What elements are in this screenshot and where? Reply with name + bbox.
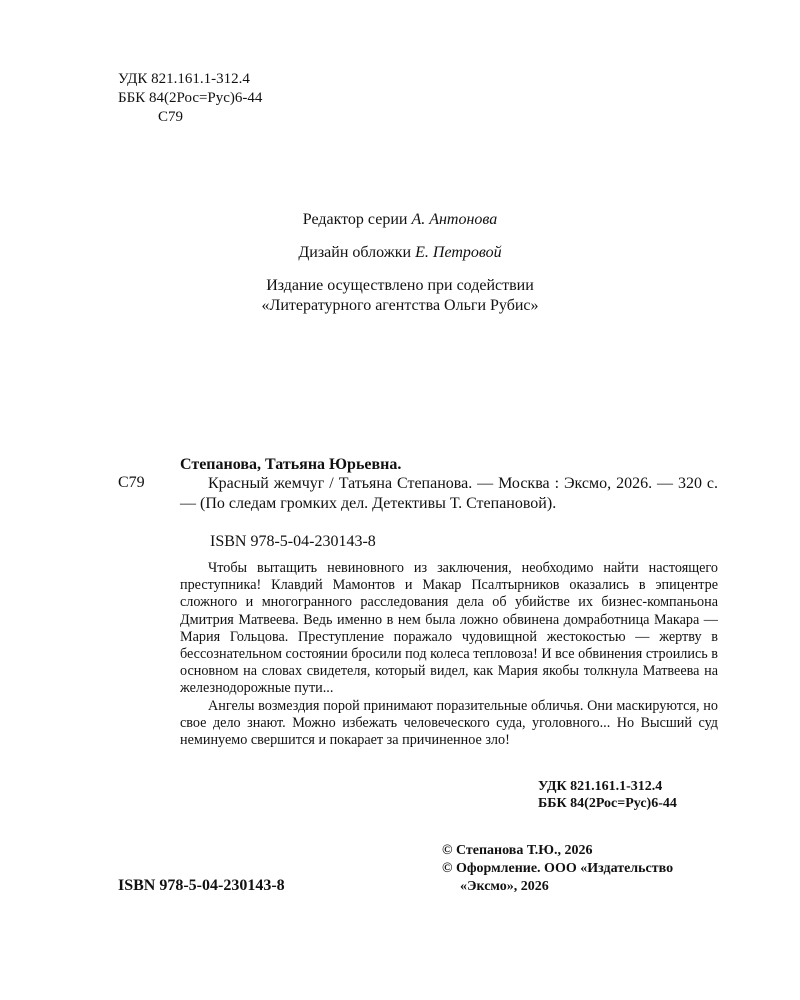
isbn-inline: ISBN 978-5-04-230143-8 bbox=[210, 533, 376, 550]
annotation-paragraph-1: Чтобы вытащить невиновного из заключения, необходимо найти настоящего преступника! Клавдий Мамонтов и Макар Псалтырников оказались в эпицентре сложного и многогранного расследования дела об убийстве их бизнес-компаньона Дмитрия Матвеева. Ведь именно в нем была ложно обвинена домработница Макара — Мария Гольцова. Преступление поражало чудовищной жестокостью — жертву в бессознательном состоянии бросили под колеса тепловоза! И все обвинения строились в основном на словах свидетеля, который видел, как Мария якобы толкнула Матвеева на железнодорожные пути... bbox=[180, 560, 718, 697]
copyright-design: © Оформление. ООО «Издательство bbox=[442, 861, 674, 876]
annotation bbox=[180, 560, 718, 749]
udk-code-right: УДК 821.161.1-312.4 bbox=[538, 779, 663, 794]
series-editor-name: А. Антонова bbox=[411, 211, 498, 228]
cover-designer bbox=[0, 244, 800, 262]
classification-codes bbox=[118, 70, 262, 127]
classification-codes-right bbox=[538, 778, 677, 812]
bbk-code: ББК 84(2Рос=Рус)6-44 bbox=[118, 90, 263, 106]
copyright-author: © Степанова Т.Ю., 2026 bbox=[442, 843, 593, 858]
udk-code: УДК 821.161.1-312.4 bbox=[118, 71, 250, 87]
copyright-publisher: «Эксмо», 2026 bbox=[460, 879, 549, 894]
bib-author-mark: С79 bbox=[118, 474, 145, 491]
isbn-bottom: ISBN 978-5-04-230143-8 bbox=[118, 877, 285, 894]
annotation-paragraph-2: Ангелы возмездия порой принимают поразительные обличья. Они маскируются, но свое дело знают. Можно избежать человеческого суда, уголовного... Но Высший суд неминуемо свершится и покарает за причиненное зло! bbox=[180, 697, 718, 749]
bbk-code-right: ББК 84(2Рос=Рус)6-44 bbox=[538, 796, 677, 811]
agency-line-1: Издание осуществлено при содействии bbox=[266, 277, 534, 294]
agency-line-2: «Литературного агентства Ольги Рубис» bbox=[261, 297, 539, 314]
cover-designer-label: Дизайн обложки bbox=[298, 244, 416, 261]
copyright-block bbox=[442, 842, 673, 896]
series-editor bbox=[0, 211, 800, 229]
cover-designer-name: Е. Петровой bbox=[415, 244, 502, 261]
bibliographic-description: Красный жемчуг / Татьяна Степанова. — Москва : Эксмо, 2026. — 320 с. — (По следам громких дел. Детективы Т. Степановой). bbox=[180, 475, 718, 512]
series-editor-label: Редактор серии bbox=[302, 211, 412, 228]
author-heading: Степанова, Татьяна Юрьевна. bbox=[180, 456, 402, 473]
author-mark: С79 bbox=[158, 109, 184, 125]
